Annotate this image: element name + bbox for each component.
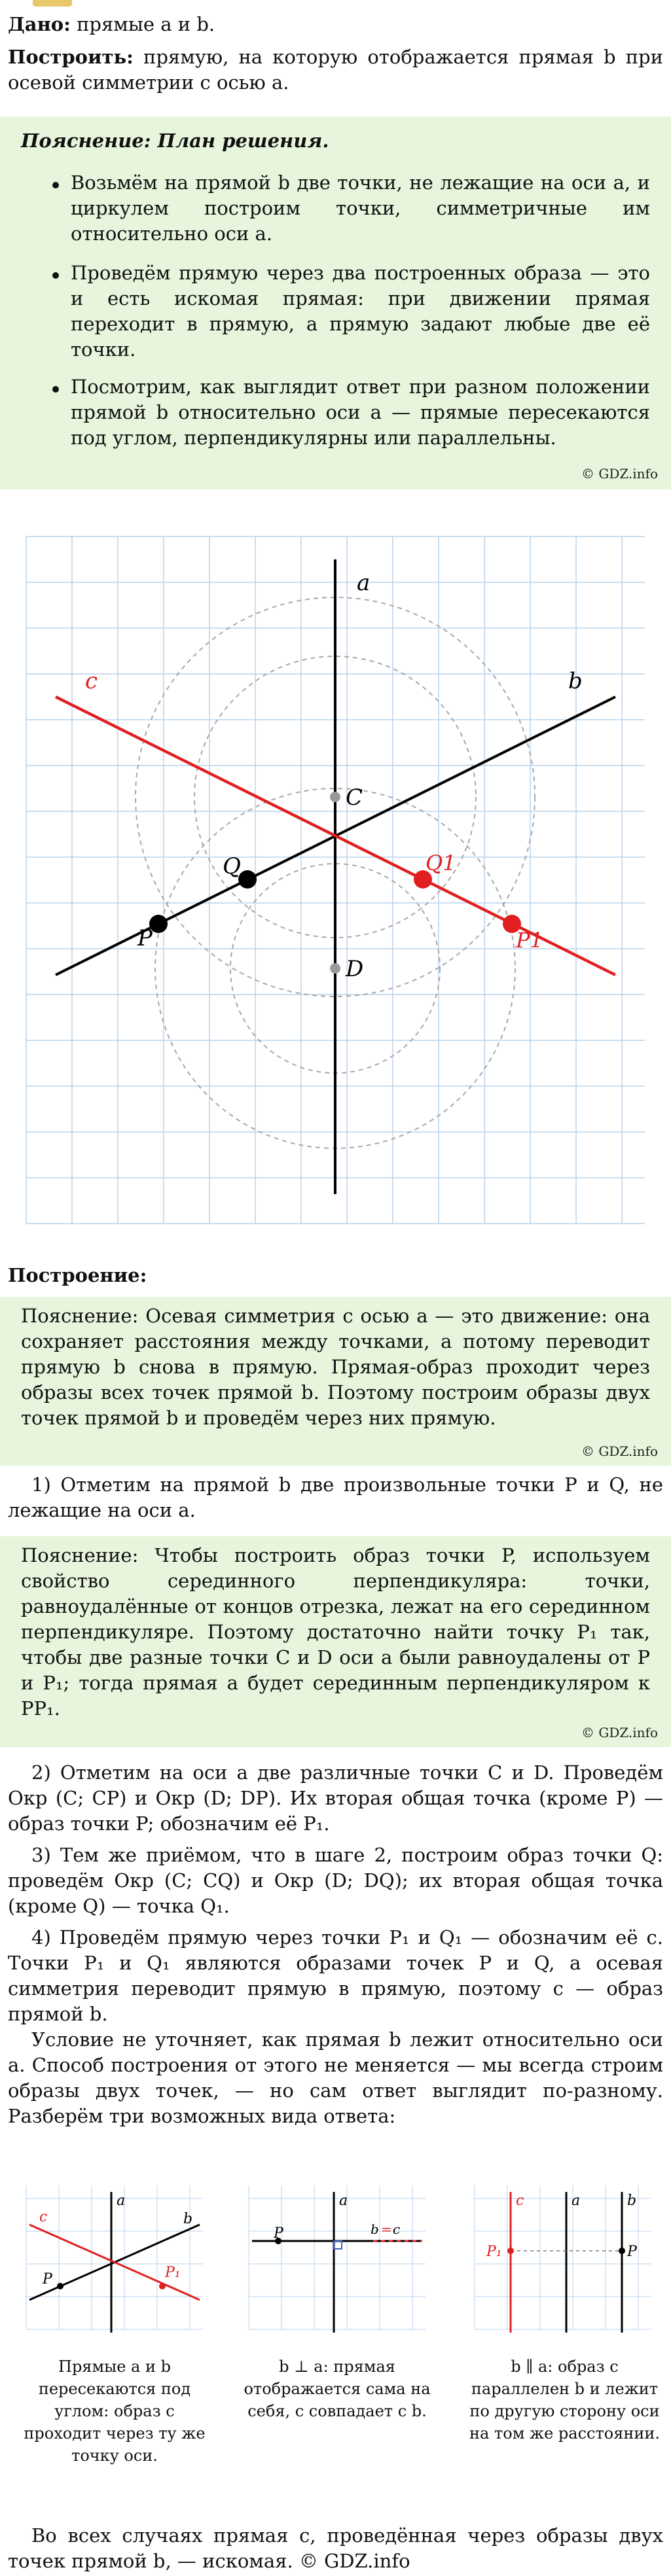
point-c-dot [330,792,340,802]
svg-text:P: P [274,2225,283,2242]
label-P1: P1 [516,928,543,953]
svg-text:c: c [39,2209,48,2225]
step-1: 1) Отметим на прямой b две произвольные точки P и Q, не лежащие на оси a. [8,1473,663,1521]
case-1-caption: Прямые a и b пересекаются под углом: образ c проходит через ту же точку оси. [24,2357,206,2465]
svg-text:a: a [339,2193,348,2209]
bullet-2 [52,272,59,279]
case-figure-1 [20,2179,209,2336]
svg-text:a: a [117,2193,126,2209]
explanation-box-1 [0,1297,671,1466]
remark: Условие не уточняет, как прямая b лежит относительно оси a. Способ построения от этого не меняется — мы всегда строим образы двух точек, — но сам ответ выглядит по-разному. Разберём три возможных вида ответа: [8,2028,663,2127]
case-figure-2 [242,2179,432,2336]
label-D: D [346,956,364,982]
label-C: C [346,785,363,811]
step-3: 3) Тем же приёмом, что в шаге 2, построим образ точки Q: проведём Окр (C; CQ) и Окр (D; DQ); их вторая общая точка (кроме Q) — точка Q₁. [8,1844,663,1917]
explanation-1-text: Пояснение: Осевая симметрия с осью a — это движение: она сохраняет расстояния между точками, а потому переводит прямую b снова в прямую. Прямая-образ проходит через образы всех точек прямой b. Поэтому построим образы двух точек прямой b и проведём через них прямую. [21,1305,650,1429]
label-b: b [568,668,583,694]
case-2-caption: b ⊥ a: прямая отображается сама на себя, c совпадает с b. [244,2357,431,2420]
svg-text:b: b [627,2193,637,2209]
plan-bullet-1: Возьмём на прямой b две точки, не лежащие на оси a, и циркулем построим точки, симметричные им относительно оси a. [71,171,650,245]
case-figure-3 [468,2179,658,2336]
svg-text:b: b [371,2221,379,2237]
main-figure [0,517,671,1237]
construct-text: прямую, на которую отображается прямая b при осевой симметрии с осью a. [8,46,663,94]
label-a: a [357,570,371,596]
construction-heading: Построение: [8,1264,147,1286]
plan-box [0,116,671,489]
step-2: 2) Отметим на оси a две различные точки C и D. Проведём Окр (C; CP) и Окр (D; DP). Их вторая общая точка (кроме P) — образ точки P; обозначим её P₁. [8,1761,663,1835]
label-c: c [85,668,98,694]
explanation-box-2 [0,1536,671,1747]
top-tab [33,0,72,7]
case-3-caption: b ∥ a: образ c параллелен b и лежит по другую сторону оси на том же расстоянии. [469,2357,660,2443]
bullet-1 [52,182,59,188]
svg-text:b: b [183,2211,193,2227]
construct-line [8,44,663,96]
svg-text:P: P [43,2271,52,2287]
point-d-dot [330,963,340,974]
given-label: Дано: [8,13,71,35]
plan-title: Пояснение: План решения. [21,130,329,152]
svg-text:a: a [571,2193,581,2209]
bullet-3 [52,386,59,393]
given-text: прямые a и b. [77,13,215,35]
step-4: 4) Проведём прямую через точки P₁ и Q₁ — обозначим её c. Точки P₁ и Q₁ являются образами точек P и Q, а осевая симметрия переводит прямую в прямую, поэтому c — образ прямой b. [8,1926,663,2025]
construct-label: Построить: [8,46,134,68]
label-Q1: Q1 [426,851,456,875]
label-P: P [137,925,153,951]
plan-bullet-2: Проведём прямую через два построенных образа — это и есть искомая прямая: при движении прямая переходит в прямую, а прямую задают любые две её точки. [71,262,650,361]
explanation-2-text: Пояснение: Чтобы построить образ точки P, используем свойство серединного перпендикуляра: точки, равноудалённые от концов отрезка, лежат на его серединном перпендикуляре. Поэтому достаточно найти точку P₁ так, чтобы две разные точки C и D оси a были равноудалены от P и P₁; тогда прямая a будет серединным перпендикуляром к PP₁. [21,1544,650,1720]
explanation-2-credit: © GDZ.info [581,1725,658,1740]
svg-text:P₁: P₁ [486,2244,502,2260]
svg-text:=: = [381,2221,392,2237]
svg-text:P: P [627,2244,637,2260]
plan-bullet-3: Посмотрим, как выглядит ответ при разном положении прямой b относительно оси a — прямые пересекаются под углом, перпендикулярны или параллельны. [71,376,650,449]
explanation-1-credit: © GDZ.info [581,1443,658,1459]
plan-credit: © GDZ.info [581,466,658,482]
given-line [8,12,663,37]
label-Q: Q [223,853,241,879]
point-q-dot [238,870,257,889]
svg-text:c: c [516,2193,524,2209]
svg-text:c: c [393,2221,401,2237]
conclusion: Во всех случаях прямая c, проведённая через образы двух точек прямой b, — искомая. © GDZ.info [8,2524,663,2572]
svg-text:P₁: P₁ [165,2265,181,2281]
